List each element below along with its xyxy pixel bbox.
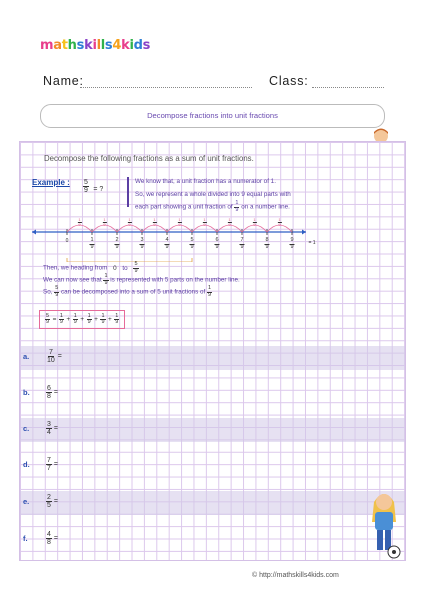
denominator: 9 (87, 319, 91, 325)
numerator: 1 (90, 237, 94, 243)
question-fraction-value (46, 531, 52, 546)
number-line (30, 212, 360, 262)
step3-frac2-d: 9 (207, 291, 212, 298)
denominator: 9 (90, 243, 94, 250)
step2-frac-d: 9 (104, 279, 108, 286)
class-label: Class: (269, 74, 309, 88)
step2-text-a: We can now see that (43, 276, 102, 284)
number-line-tick-label (164, 238, 169, 250)
denominator: 9 (278, 222, 281, 227)
numerator: 4 (47, 531, 51, 538)
numerator: 7 (240, 237, 244, 243)
question-label: e. (23, 497, 30, 506)
logo-letter: d (133, 38, 143, 53)
denominator: 9 (190, 243, 194, 250)
step1-frac-n: 5 (134, 261, 138, 267)
denominator: 9 (215, 243, 219, 250)
question-label: d. (23, 460, 30, 469)
explain-line-1: We know that, a unit fraction has a numerator of 1. (135, 178, 276, 185)
example-label: Example : (32, 178, 70, 187)
numerator: 3 (140, 237, 144, 243)
numerator: 1 (78, 217, 81, 222)
step3-text-a: So, (43, 288, 53, 296)
denominator: 9 (115, 319, 119, 325)
numerator: 2 (115, 237, 119, 243)
answer-plus: + (66, 316, 71, 323)
mathskills4kids-logo (40, 38, 150, 53)
denominator: 9 (203, 222, 206, 227)
step2-frac-n: 1 (104, 273, 108, 279)
numerator: 1 (153, 217, 156, 222)
denominator: 9 (290, 243, 294, 250)
numerator: 5 (190, 237, 194, 243)
numerator: 6 (47, 385, 51, 392)
answer-term-fraction (73, 314, 78, 326)
explain-line-3a: each part showing a unit fraction of (135, 203, 233, 211)
question-row[interactable] (20, 346, 405, 370)
denominator: 9 (101, 319, 105, 325)
logo-letter: l (96, 38, 101, 53)
answer-plus: + (80, 316, 85, 323)
logo-letter: t (61, 38, 68, 53)
number-line-tick-label (139, 238, 144, 250)
numerator: 2 (47, 494, 51, 501)
number-line-tick-label (264, 238, 269, 250)
numerator: 1 (278, 217, 281, 222)
numerator: 3 (47, 421, 51, 428)
arc-fraction-label (277, 218, 281, 227)
question-equals: = (53, 389, 58, 396)
number-line-end-label: = 1 (308, 240, 316, 246)
denominator: 4 (47, 429, 51, 436)
example-denominator: 9 (84, 187, 88, 195)
denominator: 9 (78, 222, 81, 227)
arc-fraction-label (227, 218, 231, 227)
number-line-tick-label (114, 238, 119, 250)
name-label: Name: (43, 74, 84, 88)
arc-fraction-label (202, 218, 206, 227)
number-line-labels (30, 212, 360, 262)
answer-term-fraction (59, 314, 64, 326)
numerator: 7 (48, 349, 53, 356)
logo-letter: m (40, 38, 54, 53)
number-line-tick-label (89, 238, 94, 250)
logo-letter: l (100, 38, 105, 53)
denominator: 9 (240, 243, 244, 250)
girl-illustration (366, 488, 402, 560)
answer-term-fraction (87, 314, 92, 326)
arc-fraction-label (102, 218, 106, 227)
question-equals: = (53, 535, 58, 542)
answer-lhs-fraction (45, 314, 50, 326)
numerator: 1 (178, 217, 181, 222)
number-line-zero: 0 (65, 238, 69, 244)
example-steps (43, 262, 240, 298)
logo-letter: h (67, 38, 77, 53)
logo-letter: 4 (112, 38, 122, 53)
step1-frac-d: 9 (134, 267, 138, 274)
numerator: 8 (265, 237, 269, 243)
example-explanation (135, 176, 291, 214)
question-row[interactable] (20, 491, 405, 515)
step3-text-b: can be decomposed into a sum of 5 unit fractions of (61, 288, 206, 296)
step3-frac-n: 5 (55, 285, 59, 291)
question-label: f. (23, 534, 28, 543)
answer-term-fraction (100, 314, 105, 326)
logo-letter: s (142, 38, 151, 53)
denominator: 8 (47, 539, 51, 546)
worksheet-title: Decompose fractions into unit fractions (147, 111, 278, 120)
question-row[interactable] (20, 418, 405, 442)
arc-fraction-label (177, 218, 181, 227)
name-field-line[interactable] (80, 87, 252, 88)
question-equals: = (57, 353, 62, 360)
denominator: 9 (140, 243, 144, 250)
step3-frac2-n: 1 (207, 285, 212, 291)
explain-line-2: So, we represent a whole divided into 9 equal parts with (135, 190, 291, 198)
logo-letter: i (92, 38, 97, 53)
number-line-tick-label (239, 238, 244, 250)
numerator: 1 (253, 217, 256, 222)
step1-to: to (122, 264, 128, 272)
example-answer-box (39, 310, 125, 329)
denominator: 9 (153, 222, 156, 227)
denominator: 10 (47, 357, 55, 364)
question-fraction (46, 457, 58, 472)
denominator: 5 (47, 502, 51, 509)
numerator: 7 (47, 457, 51, 464)
denominator: 9 (253, 222, 256, 227)
step3-frac-d: 9 (55, 291, 59, 298)
arc-fraction-label (152, 218, 156, 227)
denominator: 9 (128, 222, 131, 227)
numerator: 1 (73, 312, 77, 319)
denominator: 9 (115, 243, 119, 250)
step-3 (43, 286, 240, 298)
denominator: 8 (47, 393, 51, 400)
logo-letter: a (53, 38, 62, 53)
answer-term-fraction (114, 314, 119, 326)
question-label: a. (23, 352, 30, 361)
arc-fraction-label (127, 218, 131, 227)
arc-fraction-label (77, 218, 81, 227)
unit-frac-n: 1 (235, 200, 239, 206)
denominator: 7 (47, 465, 51, 472)
numerator: 6 (215, 237, 219, 243)
denominator: 9 (46, 319, 50, 325)
question-fraction (46, 349, 62, 364)
step2-text-b: is represented with 5 parts on the number line. (110, 276, 240, 284)
unit-frac-d: 9 (235, 206, 239, 213)
denominator: 9 (103, 222, 106, 227)
instruction-text: Decompose the following fractions as a sum of unit fractions. (44, 154, 254, 163)
step1-text: Then, we heading from (43, 264, 108, 272)
logo-letter: k (84, 38, 93, 53)
question-equals: = (53, 461, 58, 468)
answer-plus: + (108, 316, 112, 323)
answer-equals: = (52, 316, 57, 323)
question-fraction (46, 494, 58, 509)
question-row[interactable] (20, 454, 405, 478)
question-label: b. (23, 388, 30, 397)
denominator: 9 (73, 319, 77, 325)
numerator: 1 (59, 312, 63, 319)
denominator: 9 (265, 243, 269, 250)
example-divider (127, 177, 129, 207)
logo-letter: k (121, 38, 130, 53)
title-box (40, 104, 385, 128)
class-field-line[interactable] (312, 87, 384, 88)
numerator: 1 (115, 312, 119, 319)
answer-plus: + (94, 316, 98, 323)
question-label: c. (23, 424, 30, 433)
denominator: 9 (165, 243, 169, 250)
numerator: 1 (87, 312, 91, 319)
number-line-tick-label (214, 238, 219, 250)
denominator: 9 (178, 222, 181, 227)
question-fraction (46, 421, 58, 436)
question-fraction-value (46, 457, 52, 472)
question-equals: = (53, 498, 58, 505)
numerator: 1 (101, 312, 105, 319)
arc-fraction-label (252, 218, 256, 227)
denominator: 9 (228, 222, 231, 227)
number-line-tick-label (189, 238, 194, 250)
question-fraction-value (46, 385, 52, 400)
logo-letter: s (76, 38, 85, 53)
question-row[interactable] (20, 382, 405, 406)
question-fraction-value (46, 494, 52, 509)
numerator: 1 (128, 217, 131, 222)
explain-line-3b: on a number line. (241, 203, 290, 211)
example-fraction (83, 178, 103, 196)
numerator: 4 (165, 237, 169, 243)
footer-copyright: © http://mathskills4kids.com (252, 572, 339, 579)
numerator: 1 (203, 217, 206, 222)
logo-letter: s (104, 38, 113, 53)
numerator: 1 (103, 217, 106, 222)
question-equals: = (53, 425, 58, 432)
question-fraction (46, 385, 58, 400)
number-line-tick-label (289, 238, 294, 250)
example-numerator: 5 (84, 179, 88, 187)
question-row[interactable] (20, 528, 405, 552)
numerator: 9 (290, 237, 294, 243)
example-question-mark: = ? (93, 186, 104, 193)
question-fraction-value (46, 349, 56, 364)
step-1 (43, 262, 240, 274)
logo-letter: i (129, 38, 134, 53)
denominator: 9 (59, 319, 63, 325)
question-fraction-value (46, 421, 52, 436)
question-fraction (46, 531, 58, 546)
step1-from: 0 (113, 264, 117, 272)
numerator: 1 (228, 217, 231, 222)
numerator: 5 (46, 312, 50, 319)
